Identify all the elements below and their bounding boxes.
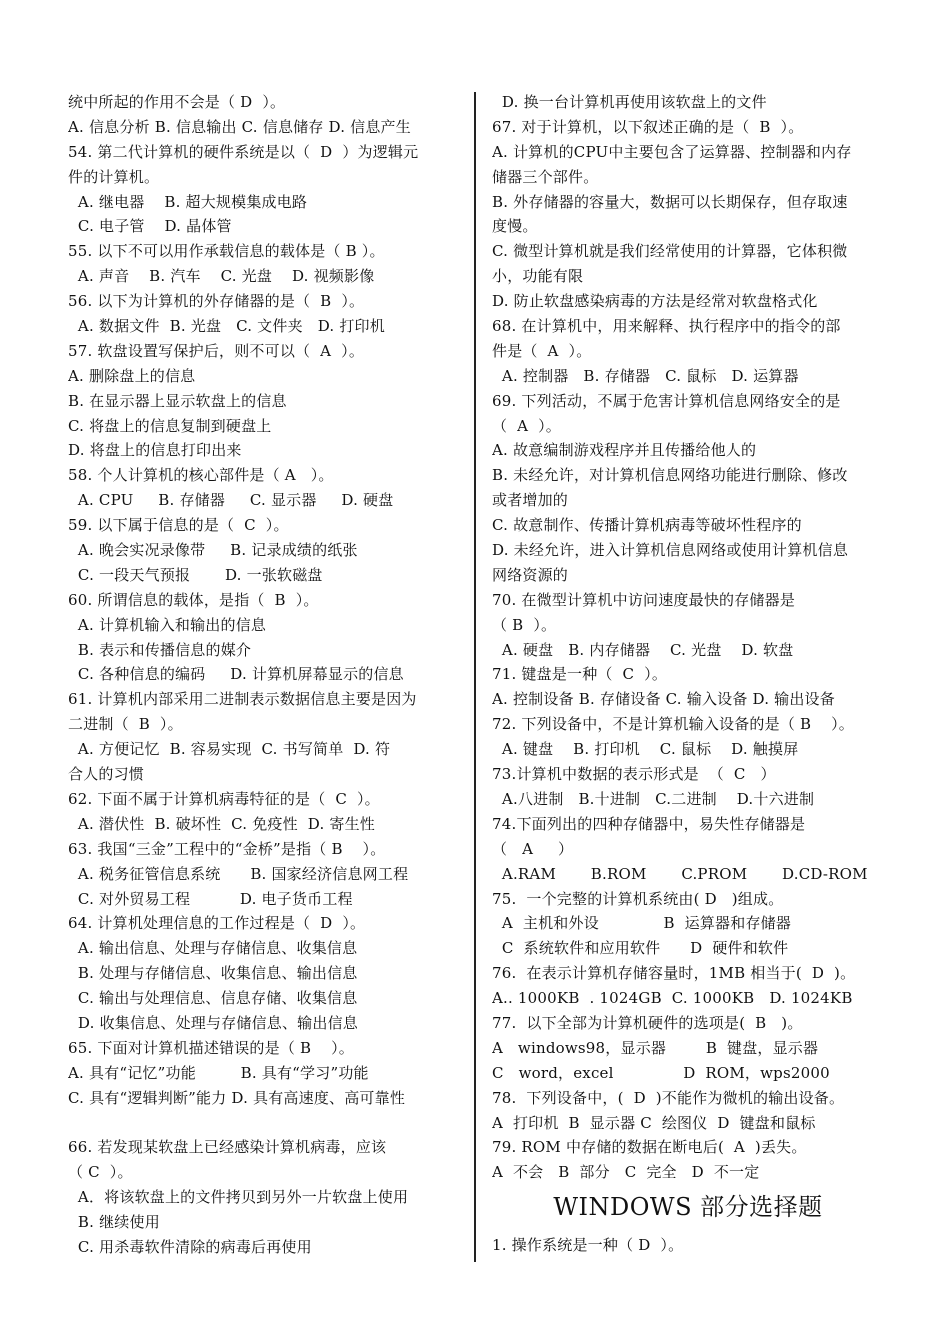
- text-line: 64. 计算机处理信息的工作过程是（ D ）。: [68, 914, 366, 933]
- text-line: A 打印机 B 显示器 C 绘图仪 D 键盘和鼠标: [492, 1113, 816, 1132]
- column-divider: [474, 92, 476, 1262]
- text-line: A. CPU B. 存储器 C. 显示器 D. 硬盘: [68, 491, 394, 510]
- text-line: C. 具有“逻辑判断”能力 D. 具有高速度、高可靠性: [68, 1088, 406, 1107]
- text-line: 小，功能有限: [492, 267, 584, 286]
- text-line: （ A ）。: [492, 416, 562, 435]
- text-line: C. 电子管 D. 晶体管: [68, 217, 232, 236]
- text-line: A. 继电器 B. 超大规模集成电路: [68, 192, 308, 211]
- text-line: 件是（ A ）。: [492, 341, 592, 360]
- left-column: [68, 90, 460, 1260]
- text-line: A. 潜伏性 B. 破坏性 C. 免疫性 D. 寄生性: [68, 814, 375, 833]
- text-line: A. 信息分析 B. 信息输出 C. 信息储存 D. 信息产生: [68, 117, 411, 136]
- text-line: B. 外存储器的容量大，数据可以长期保存，但存取速: [492, 192, 848, 211]
- text-line: 60. 所谓信息的载体，是指（ B ）。: [68, 590, 319, 609]
- text-line: A. 键盘 B. 打印机 C. 鼠标 D. 触摸屏: [492, 740, 799, 759]
- text-line: B. 未经允许，对计算机信息网络功能进行删除、修改: [492, 466, 848, 485]
- text-line: 58. 个人计算机的核心部件是（ A ）。: [68, 466, 334, 485]
- right-column: [492, 90, 884, 1258]
- text-line: A. 输出信息、处理与存储信息、收集信息: [68, 939, 358, 958]
- text-line: 70. 在微型计算机中访问速度最快的存储器是: [492, 590, 796, 609]
- text-line: 79. ROM 中存储的数据在断电后( A )丢失。: [492, 1138, 807, 1157]
- text-line: C. 故意制作、传播计算机病毒等破坏性程序的: [492, 516, 802, 535]
- text-line: B. 处理与存储信息、收集信息、输出信息: [68, 964, 358, 983]
- text-line: 储器三个部件。: [492, 167, 599, 186]
- text-line: A．将该软盘上的文件拷贝到另外一片软盘上使用: [68, 1188, 409, 1207]
- right-column-windows-questions: [492, 1233, 884, 1258]
- text-line: 63. 我国“三金”工程中的“金桥”是指（ B ）。: [68, 839, 386, 858]
- text-line: B. 继续使用: [68, 1213, 160, 1232]
- text-line: D. 收集信息、处理与存储信息、输出信息: [68, 1013, 358, 1032]
- text-line: [68, 1111, 460, 1136]
- text-line: D. 将盘上的信息打印出来: [68, 441, 242, 460]
- text-line: 54. 第二代计算机的硬件系统是以（ D ）为逻辑元: [68, 142, 419, 161]
- text-line: C. 用杀毒软件清除的病毒后再使用: [68, 1237, 312, 1256]
- text-line: C. 将盘上的信息复制到硬盘上: [68, 416, 272, 435]
- text-line: 合人的习惯: [68, 765, 145, 784]
- text-line: （ A ）: [492, 839, 574, 858]
- text-line: 78. 下列设备中，( D )不能作为微机的输出设备。: [492, 1088, 845, 1107]
- text-line: 71. 键盘是一种（ C ）。: [492, 665, 668, 684]
- text-line: C 系统软件和应用软件 D 硬件和软件: [492, 939, 789, 958]
- text-line: 73.计算机中数据的表示形式是 （ C ）: [492, 765, 776, 784]
- text-line: 66. 若发现某软盘上已经感染计算机病毒，应该: [68, 1138, 387, 1157]
- text-line: 56. 以下为计算机的外存储器的是（ B ）。: [68, 292, 365, 311]
- text-line: B. 表示和传播信息的媒介: [68, 640, 252, 659]
- text-line: A. 具有“记忆”功能 B. 具有“学习”功能: [68, 1063, 369, 1082]
- text-line: B. 在显示器上显示软盘上的信息: [68, 391, 287, 410]
- text-line: 网络资源的: [492, 565, 569, 584]
- text-line: C word，excel D ROM，wps2000: [492, 1063, 830, 1082]
- text-line: A. 计算机的CPU中主要包含了运算器、控制器和内存: [492, 142, 852, 161]
- text-line: 61. 计算机内部采用二进制表示数据信息主要是因为: [68, 690, 417, 709]
- text-line: （ B ）。: [492, 615, 557, 634]
- text-line: A. 方便记忆 B. 容易实现 C. 书写简单 D. 符: [68, 740, 391, 759]
- text-line: 72. 下列设备中，不是计算机输入设备的是（ B ）。: [492, 715, 854, 734]
- text-line: 或者增加的: [492, 491, 569, 510]
- text-line: 62. 下面不属于计算机病毒特征的是（ C ）。: [68, 789, 380, 808]
- text-line: C. 一段天气预报 D. 一张软磁盘: [68, 565, 323, 584]
- text-line: C. 微型计算机就是我们经常使用的计算器，它体积微: [492, 242, 848, 261]
- text-line: 74.下面列出的四种存储器中，易失性存储器是: [492, 814, 806, 833]
- text-line: 69. 下列活动，不属于危害计算机信息网络安全的是: [492, 391, 841, 410]
- text-line: A. 声音 B. 汽车 C. 光盘 D. 视频影像: [68, 267, 375, 286]
- text-line: 67. 对于计算机，以下叙述正确的是（ B ）。: [492, 117, 804, 136]
- text-line: （ C ）。: [68, 1163, 133, 1182]
- text-line: 统中所起的作用不会是（ D ）。: [68, 93, 286, 111]
- text-line: A windows98，显示器 B 键盘，显示器: [492, 1038, 819, 1057]
- text-line: A. 控制器 B. 存储器 C. 鼠标 D. 运算器: [492, 366, 799, 385]
- text-line: 75. 一个完整的计算机系统由( D )组成。: [492, 889, 784, 908]
- text-line: A 不会 B 部分 C 完全 D 不一定: [492, 1163, 760, 1182]
- text-line: A.. 1000KB . 1024GB C. 1000KB D. 1024KB: [492, 989, 853, 1008]
- text-line: A.八进制 B.十进制 C.二进制 D.十六进制: [492, 789, 815, 808]
- text-line: A.RAM B.ROM C.PROM D.CD-ROM: [492, 864, 868, 883]
- text-line: 57. 软盘设置写保护后，则不可以（ A ）。: [68, 341, 365, 360]
- text-line: A. 故意编制游戏程序并且传播给他人的: [492, 441, 757, 460]
- text-line: A. 删除盘上的信息: [68, 366, 196, 385]
- text-line: A. 硬盘 B. 内存储器 C. 光盘 D. 软盘: [492, 640, 794, 659]
- text-line: 68. 在计算机中，用来解释、执行程序中的指令的部: [492, 317, 841, 336]
- right-column-questions: [492, 90, 884, 1185]
- text-line: A 主机和外设 B 运算器和存储器: [492, 914, 792, 933]
- text-line: C. 输出与处理信息、信息存储、收集信息: [68, 989, 358, 1008]
- text-line: D. 未经允许，进入计算机信息网络或使用计算机信息: [492, 541, 849, 560]
- text-line: 76. 在表示计算机存储容量时，1MB 相当于( D )。: [492, 964, 856, 983]
- text-line: 1. 操作系统是一种（ D ）。: [492, 1236, 684, 1255]
- text-line: 65. 下面对计算机描述错误的是（ B ）。: [68, 1038, 354, 1057]
- text-line: D. 换一台计算机再使用该软盘上的文件: [492, 93, 767, 111]
- text-line: A. 数据文件 B. 光盘 C. 文件夹 D. 打印机: [68, 317, 385, 336]
- text-line: 度慢。: [492, 217, 538, 236]
- text-line: 件的计算机。: [68, 167, 160, 186]
- text-line: C. 各种信息的编码 D. 计算机屏幕显示的信息: [68, 665, 404, 684]
- text-line: 77. 以下全部为计算机硬件的选项是( B )。: [492, 1013, 803, 1032]
- text-line: A. 控制设备 B. 存储设备 C. 输入设备 D. 输出设备: [492, 690, 835, 709]
- text-line: A. 晚会实况录像带 B. 记录成绩的纸张: [68, 541, 358, 560]
- text-line: 二进制（ B ）。: [68, 715, 183, 734]
- section-heading: WINDOWS 部分选择题: [553, 1193, 823, 1222]
- text-line: A. 计算机输入和输出的信息: [68, 615, 267, 634]
- text-line: A. 税务征管信息系统 B. 国家经济信息网工程: [68, 864, 409, 883]
- text-line: 55. 以下不可以用作承载信息的载体是（ B ）。: [68, 242, 385, 261]
- text-line: D. 防止软盘感染病毒的方法是经常对软盘格式化: [492, 292, 818, 311]
- text-line: C. 对外贸易工程 D. 电子货币工程: [68, 889, 353, 908]
- text-line: 59. 以下属于信息的是（ C ）。: [68, 516, 289, 535]
